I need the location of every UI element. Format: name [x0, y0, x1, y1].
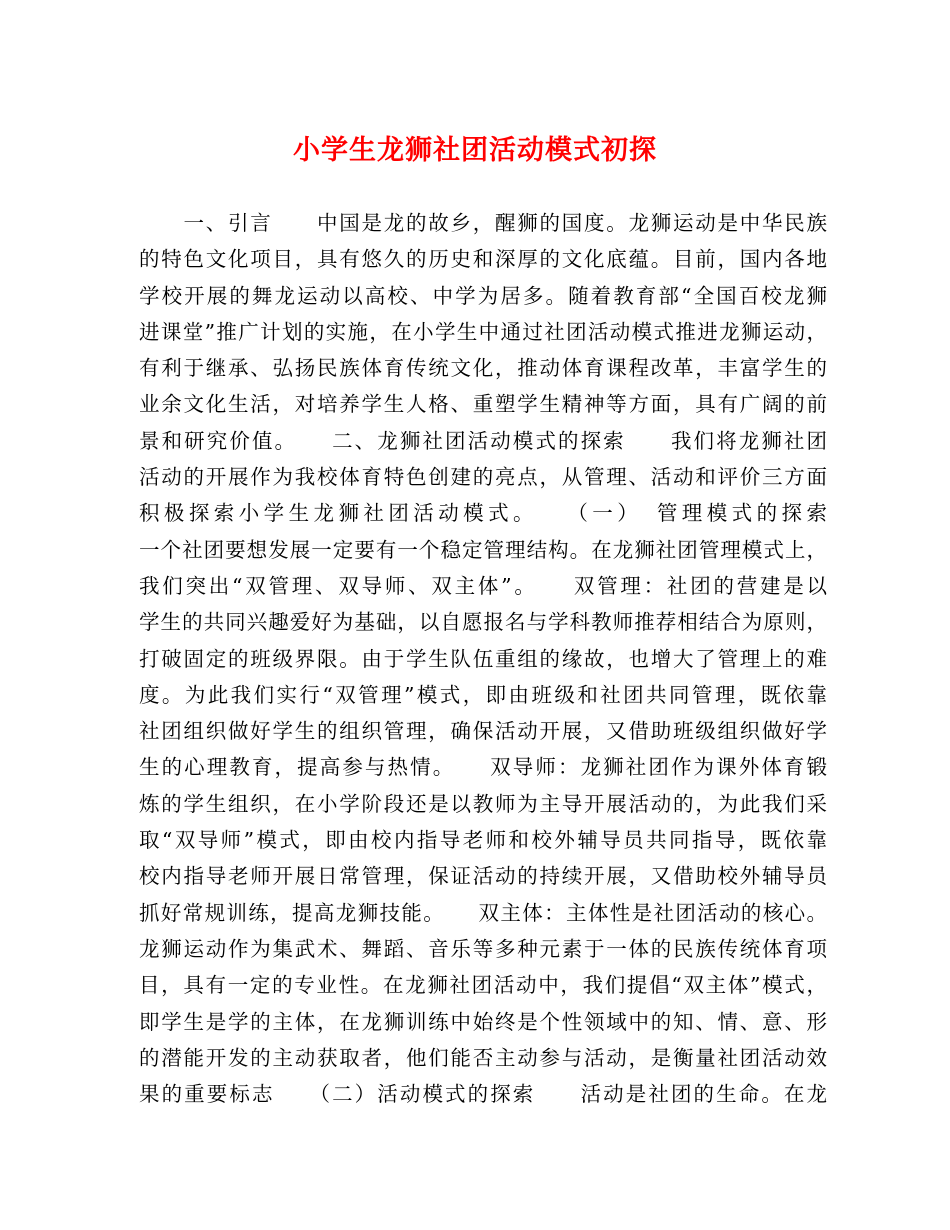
paragraph-line: 学生的共同兴趣爱好为基础，以自愿报名与学科教师推荐相结合为原则，	[139, 610, 827, 635]
paragraph-line: 的特色文化项目，具有悠久的历史和深厚的文化底蕴。目前，国内各地	[139, 247, 827, 272]
paragraph-line: 我们突出“双管理、双导师、双主体”。 双管理：社团的营建是以	[139, 573, 827, 598]
paragraph-line: 果的重要标志 （二）活动模式的探索 活动是社团的生命。在龙	[139, 1082, 827, 1107]
document-title: 小学生龙狮社团活动模式初探	[293, 135, 657, 166]
paragraph-line: 度。为此我们实行“双管理”模式，即由班级和社团共同管理，既依靠	[139, 682, 827, 707]
paragraph-line: 学校开展的舞龙运动以高校、中学为居多。随着教育部“全国百校龙狮	[139, 283, 827, 308]
paragraph-line: 的潜能开发的主动获取者，他们能否主动参与活动，是衡量社团活动效	[139, 1045, 827, 1070]
paragraph-line: 一、引言 中国是龙的故乡，醒狮的国度。龙狮运动是中华民族	[139, 211, 827, 235]
paragraph-line: 社团组织做好学生的组织管理，确保活动开展，又借助班级组织做好学	[139, 719, 827, 744]
paragraph-line: 生的心理教育，提高参与热情。 双导师：龙狮社团作为课外体育锻	[139, 755, 827, 780]
paragraph-line: 校内指导老师开展日常管理，保证活动的持续开展，又借助校外辅导员	[139, 864, 827, 889]
paragraph-line: 龙狮运动作为集武术、舞蹈、音乐等多种元素于一体的民族传统体育项	[139, 936, 827, 961]
paragraph-line: 进课堂”推广计划的实施，在小学生中通过社团活动模式推进龙狮运动，	[139, 319, 827, 344]
paragraph-line: 一个社团要想发展一定要有一个稳定管理结构。在龙狮社团管理模式上，	[139, 537, 827, 562]
paragraph-line: 有利于继承、弘扬民族体育传统文化，推动体育课程改革，丰富学生的	[139, 356, 827, 381]
paragraph-line: 炼的学生组织，在小学阶段还是以教师为主导开展活动的，为此我们采	[139, 791, 827, 816]
paragraph-line: 抓好常规训练，提高龙狮技能。 双主体：主体性是社团活动的核心。	[139, 900, 827, 925]
paragraph-line: 积极探索小学生龙狮社团活动模式。 （一） 管理模式的探索	[139, 501, 827, 526]
paragraph-line: 景和研究价值。 二、龙狮社团活动模式的探索 我们将龙狮社团	[139, 428, 827, 453]
paragraph-line: 目，具有一定的专业性。在龙狮社团活动中，我们提倡“双主体”模式，	[139, 973, 827, 998]
document-body	[139, 205, 827, 1112]
paragraph-line: 取“双导师”模式，即由校内指导老师和校外辅导员共同指导，既依靠	[139, 828, 827, 853]
paragraph-line: 即学生是学的主体，在龙狮训练中始终是个性领域中的知、情、意、形	[139, 1009, 827, 1034]
paragraph-line: 打破固定的班级界限。由于学生队伍重组的缘故，也增大了管理上的难	[139, 646, 827, 671]
paragraph-line: 业余文化生活，对培养学生人格、重塑学生精神等方面，具有广阔的前	[139, 392, 827, 417]
paragraph-line: 活动的开展作为我校体育特色创建的亮点，从管理、活动和评价三方面	[139, 465, 827, 490]
